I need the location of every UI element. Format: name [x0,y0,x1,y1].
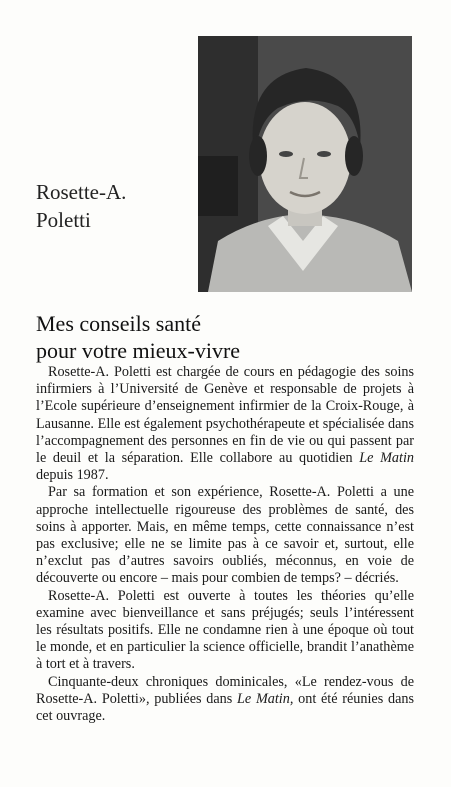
author-portrait-illustration [198,36,412,292]
paragraph: Rosette-A. Poletti est ouverte à toutes les théories qu’elle examine avec bienveillance et sans préjugés; seuls l’intéressent les résultats positifs. Elle ne condamne rien à une époque où tout le monde, et en particulier la science officielle, brandit l’anathème à tort et à travers. [36,587,414,673]
author-photo [198,36,412,292]
book-heading-line-1: Mes conseils santé [36,311,201,336]
author-name-line-2: Poletti [36,208,91,232]
book-description [36,364,414,725]
book-heading-line-2: pour votre mieux-vivre [36,338,241,363]
author-name [36,178,126,234]
paragraph: Cinquante-deux chroniques dominicales, «Le rendez-vous de Rosette-A. Poletti», publiées dans Le Matin, ont été réunies dans cet ouvrage. [36,673,414,725]
author-name-line-1: Rosette-A. [36,180,127,204]
book-heading [36,310,416,364]
paragraph: Rosette-A. Poletti est chargée de cours en pédagogie des soins infirmiers à l’Université de Genève et responsable de projets à l’Ecole supérieure d’enseignement infirmier de la Croix-Rouge, à Lausanne. Elle est également psychothérapeute et spécialisée dans l’accompagnement des personnes en fin de vie ou qui passent par le deuil et la séparation. Elle collabore au quotidien Le Matin depuis 1987. [36,364,414,484]
paragraph: Par sa formation et son expérience, Rosette-A. Poletti a une approche intellectuelle rigoureuse des problèmes de santé, des soins à apporter. Mais, en même temps, cette connaissance n’est pas exclusive; elle ne se limite pas à ce savoir et, surtout, elle n’exclut pas d’autres savoirs oubliés, méconnus, en voie de découverte ou encore – mais pour combien de temps? – décriés. [36,484,414,587]
